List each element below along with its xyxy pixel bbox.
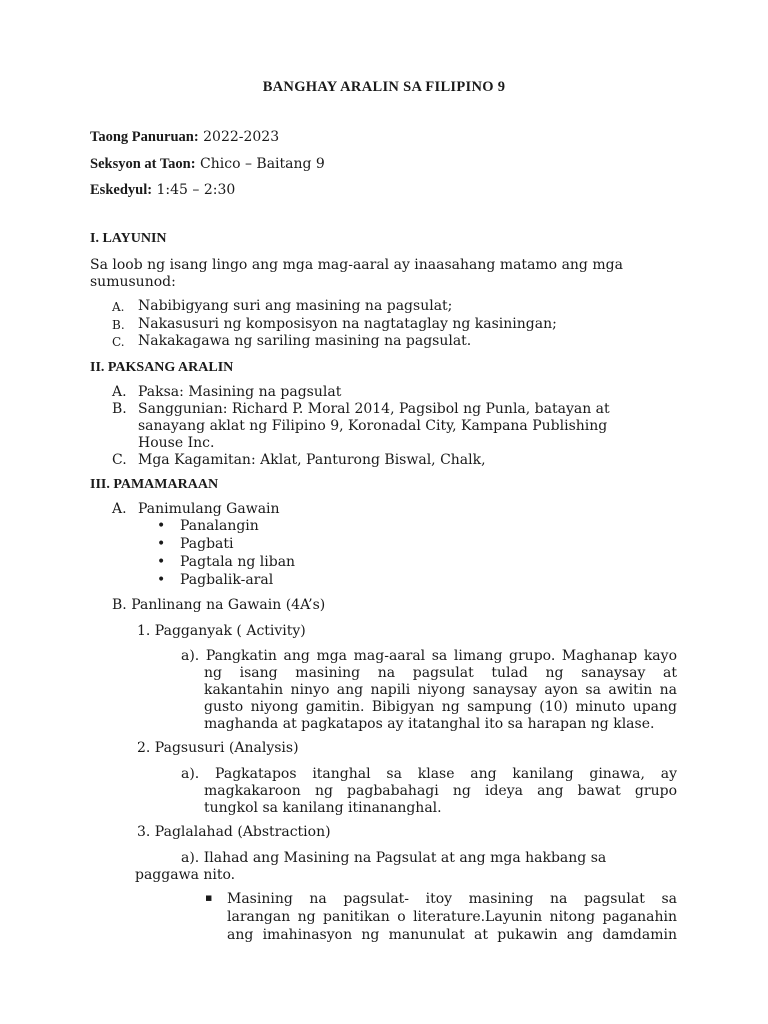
paksa-item: Sanggunian: Richard P. Moral 2014, Pagsibol ng Punla, batayan at	[138, 401, 610, 417]
info-school-year	[90, 129, 279, 146]
step-text-line: paggawa nito.	[135, 867, 236, 883]
bullet-dot: •	[157, 572, 166, 588]
list-marker: A.	[112, 501, 127, 517]
schedule-value: 1:45 – 2:30	[156, 182, 236, 198]
step-text-line: a). Ilahad ang Masining na Pagsulat at ang mga hakbang sa	[181, 850, 607, 866]
document-title: BANGHAY ARALIN SA FILIPINO 9	[262, 79, 506, 95]
paksa-item-continued: sanayang aklat ng Filipino 9, Koronadal City, Kampana Publishing	[138, 418, 608, 434]
step-bullet-line: ang imahinasyon ng manunulat at pukawin ang damdamin	[227, 927, 677, 943]
square-bullet: ▪	[205, 891, 213, 904]
step-text-line: a). Pangkatin ang mga mag-aaral sa limang grupo. Maghanap kayo	[181, 648, 677, 664]
list-marker: C.	[112, 452, 127, 468]
bullet-item: Panalangin	[180, 518, 259, 534]
school-year-value: 2022-2023	[203, 129, 280, 145]
section-heading-layunin: I. LAYUNIN	[90, 231, 167, 246]
layunin-item: Nabibigyang suri ang masining na pagsulat;	[138, 298, 453, 314]
step-heading: 2. Pagsusuri (Analysis)	[137, 740, 299, 756]
step-text-line: a). Pagkatapos itanghal sa klase ang kanilang ginawa, ay	[181, 766, 677, 782]
bullet-dot: •	[157, 518, 166, 534]
paksa-item: Paksa: Masining na pagsulat	[138, 384, 342, 400]
list-marker: A.	[112, 384, 127, 400]
bullet-item: Pagtala ng liban	[180, 554, 296, 570]
list-marker: C.	[112, 335, 125, 349]
bullet-dot: •	[157, 536, 166, 552]
step-heading: 1. Pagganyak ( Activity)	[137, 623, 306, 639]
step-text-line: tungkol sa kanilang itinananghal.	[204, 800, 442, 816]
layunin-item: Nakasusuri ng komposisyon na nagtataglay ng kasiningan;	[138, 316, 557, 332]
schedule-label: Eskedyul:	[90, 182, 153, 198]
pamamaraan-item: Panimulang Gawain	[138, 501, 280, 517]
bullet-item: Pagbalik-aral	[180, 572, 274, 588]
step-bullet-line: Masining na pagsulat- itoy masining na pagsulat sa	[227, 891, 677, 907]
section-value: Chico – Baitang 9	[200, 156, 325, 172]
step-text-line: magkakaroon ng pagbabahagi ng ideya ang bawat grupo	[204, 783, 677, 799]
paksa-item-continued: House Inc.	[138, 435, 215, 451]
layunin-intro-line: Sa loob ng isang lingo ang mga mag-aaral ay inaasahang matamo ang mga	[90, 257, 623, 273]
step-text-line: kakantahin ninyo ang napili niyong sanaysay ayon sa awitin na	[204, 682, 677, 698]
paksa-item: Mga Kagamitan: Aklat, Panturong Biswal, Chalk,	[138, 452, 486, 468]
step-text-line: maghanda at pagkatapos ay itatanghal ito sa harapan ng klase.	[204, 716, 655, 732]
bullet-dot: •	[157, 554, 166, 570]
section-label: Seksyon at Taon:	[90, 156, 196, 172]
layunin-item: Nakakagawa ng sariling masining na pagsulat.	[138, 333, 472, 349]
list-marker: B.	[112, 401, 127, 417]
section-heading-paksang-aralin: II. PAKSANG ARALIN	[90, 360, 234, 375]
step-text-line: ng isang masining na pagsulat tulad ng sanaysay at	[204, 665, 677, 681]
step-heading: 3. Paglalahad (Abstraction)	[137, 824, 331, 840]
section-heading-pamamaraan: III. PAMAMARAAN	[90, 477, 219, 492]
list-marker: A.	[112, 300, 125, 314]
list-marker: B.	[112, 318, 125, 332]
school-year-label: Taong Panuruan:	[90, 129, 199, 145]
bullet-item: Pagbati	[180, 536, 234, 552]
info-section	[90, 156, 325, 173]
step-bullet-line: larangan ng panitikan o literature.Layunin nitong paganahin	[227, 909, 677, 925]
layunin-intro-line: sumusunod:	[90, 274, 176, 290]
step-text-line: gusto niyong gamitin. Bibigyan ng sampung (10) minuto upang	[204, 699, 677, 715]
pamamaraan-item: B. Panlinang na Gawain (4A’s)	[112, 597, 326, 613]
info-schedule	[90, 182, 235, 199]
